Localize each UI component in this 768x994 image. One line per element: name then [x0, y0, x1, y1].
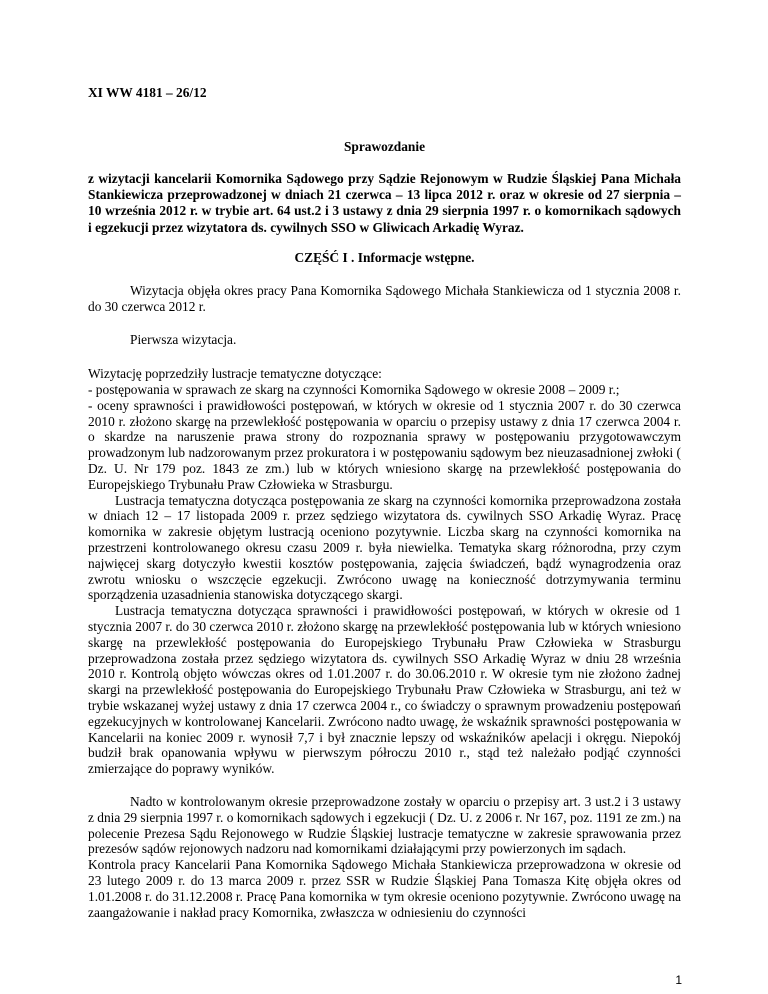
paragraph-inspection-period: Wizytacja objęła okres pracy Pana Komornika Sądowego Michała Stankiewicza od 1 stycznia 2008 r. do 30 czerwca 2012 r.: [88, 282, 681, 314]
paragraph-complaints-review: Lustracja tematyczna dotycząca postępowania ze skarg na czynności komornika przeprowadzona została w dniach 12 – 17 listopada 2009 r. przez sędziego wizytatora ds. cywilnych SSO Arkadię Wyraz. Pracę komornika w zakresie objętym lustracją oceniono pozytywnie. Liczba skarg na czynności komornika na przestrzeni kontrolowanego okresu czasu 2009 r. była niewielka. Tematyka skarg różnorodna, przy czym najwięcej skarg dotyczyło kwestii kosztów postępowania, zajęcia świadczeń, bądź wynagrodzenia oraz zwrotu wniosku o wszczęcie egzekucji. Zwrócono uwagę na konieczność dotrzymywania terminu sporządzenia uzasadnienia stanowiska dotyczącego skargi.: [88, 492, 681, 603]
section-heading: CZĘŚĆ I . Informacje wstępne.: [294, 249, 475, 265]
paragraph-preceded-by: Wizytację poprzedziły lustracje tematyczne dotyczące:: [88, 366, 382, 382]
paragraph-office-control: Kontrola pracy Kancelarii Pana Komornika Sądowego Michała Stankiewicza przeprowadzona w okresie od 23 lutego 2009 r. do 13 marca 2009 r. przez SSR w Rudzie Śląskiej Pana Tomasza Kitę objęła okres od 1.01.2008 r. do 31.12.2008 r. Pracę Pana komornika w tym okresie oceniono pozytywnie. Zwrócono uwagę na zaangażowanie i nakład pracy Komornika, zwłaszcza w odniesieniu do czynności: [88, 857, 681, 920]
page-number: 1: [675, 973, 682, 987]
list-item-efficiency: - oceny sprawności i prawidłowości postępowań, w których w okresie od 1 stycznia 2007 r. do 30 czerwca 2010 r. złożono skargę na przewlekłość postępowania w oparciu o przepisy ustawy z dnia 17 czerwca 2004 r. o skardze na naruszenie prawa strony do rozpoznania sprawy w postępowaniu przygotowawczym prowadzonym lub nadzorowanym przez prokuratora i w postępowaniu sądowym bez nieuzasadnionej zwłoki ( Dz. U. Nr 179 poz. 1843 ze zm.) lub w których wniesiono skargę na przewlekłość postępowania do Europejskiego Trybunału Praw Człowieka w Strasburgu.: [88, 397, 681, 492]
document-subtitle: z wizytacji kancelarii Komornika Sądowego przy Sądzie Rejonowym w Rudzie Śląskiej Pana Michała Stankiewicza przeprowadzonej w dniach 21 czerwca – 13 lipca 2012 r. oraz w okresie od 27 sierpnia – 10 września 2012 r. w trybie art. 64 ust.2 i 3 ustawy z dnia 29 sierpnia 1997 r. o komornikach sądowych i egzekucji przez wizytatora ds. cywilnych SSO w Gliwicach Arkadię Wyraz.: [88, 171, 681, 235]
paragraph-first-inspection: Pierwsza wizytacja.: [130, 332, 237, 348]
case-number: XI WW 4181 – 26/12: [88, 85, 207, 100]
document-title: Sprawozdanie: [343, 139, 426, 154]
list-item-complaints: - postępowania w sprawach ze skarg na czynności Komornika Sądowego w okresie 2008 – 2009 r.;: [88, 382, 620, 397]
paragraph-additional-inspections: Nadto w kontrolowanym okresie przeprowadzone zostały w oparciu o przepisy art. 3 ust.2 i 3 ustawy z dnia 29 sierpnia 1997 r. o komornikach sądowych i egzekucji ( Dz. U. z 2006 r. Nr 167, poz. 1191 ze zm.) na polecenie Prezesa Sądu Rejonowego w Rudzie Śląskiej lustracje tematyczne w zakresie sprawowania przez prezesów sądów rejonowych nadzoru nad komornikami działającymi przy powierzonych im sądach.: [88, 793, 681, 857]
paragraph-efficiency-review: Lustracja tematyczna dotycząca sprawności i prawidłowości postępowań, w których w okresie od 1 stycznia 2007 r. do 30 czerwca 2010 r. złożono skargę na przewlekłość postępowania lub w których wniesiono skargę na przewlekłość postępowania do Europejskiego Trybunału Praw Człowieka w Strasburgu przeprowadzona została przez sędziego wizytatora ds. cywilnych SSO Arkadię Wyraz w dniu 28 września 2010 r. Kontrolą objęto wówczas okres od 1.01.2007 r. do 30.06.2010 r. W okresie tym nie złożono żadnej skargi na przewlekłość postępowania do Europejskiego Trybunału Praw Człowieka w Strasburgu, ani też w trybie wskazanej wyżej ustawy z dnia 17 czerwca 2004 r., co świadczy o sprawnym prowadzeniu postępowań egzekucyjnych w kontrolowanej Kancelarii. Zwrócono nadto uwagę, że wskaźnik sprawności postępowania w Kancelarii na koniec 2009 r. wynosił 7,7 i był znacznie lepszy od wskaźników apelacji i okręgu. Niepokój budził brak opanowania wpływu w pierwszym półroczu 2010 r., stąd też należało podjąć czynności zmierzające do poprawy wyników.: [88, 603, 681, 777]
